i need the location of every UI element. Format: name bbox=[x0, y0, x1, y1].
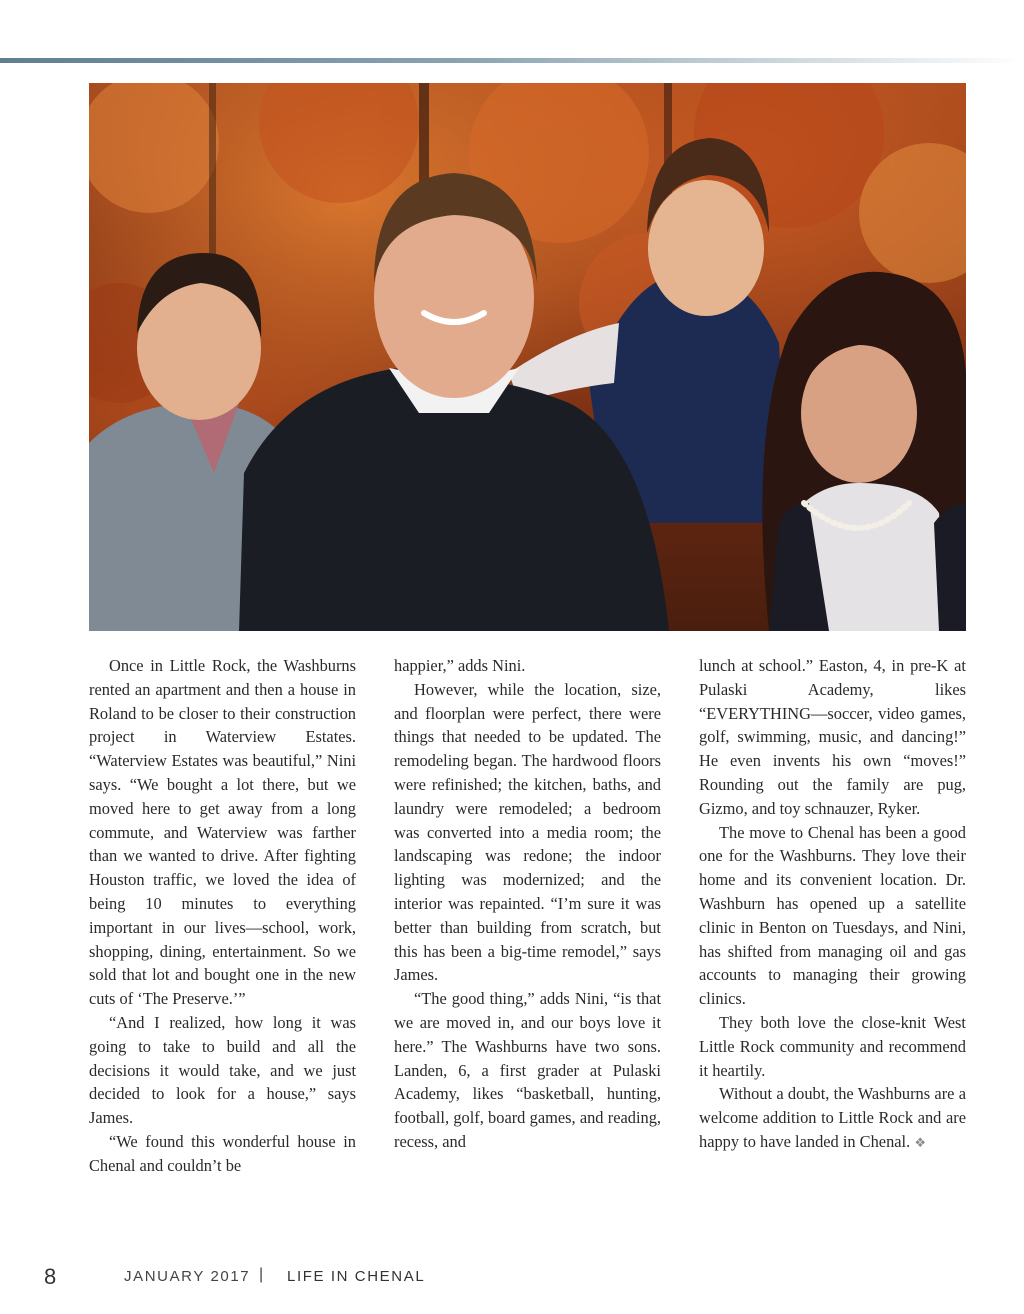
article-column-2 bbox=[394, 654, 661, 1154]
paragraph: lunch at school.” Easton, 4, in pre-K at Pulaski Academy, likes “EVERYTHING—soccer, video games, golf, swimming, music, and dancing!” He even invents his own “moves!” Rounding out the family are pug, Gizmo, and toy schnauzer, Ryker. bbox=[699, 656, 966, 818]
footer-separator: | bbox=[259, 1266, 264, 1283]
family-photo bbox=[89, 83, 966, 631]
paragraph: “And I realized, how long it was going to take to build and all the decisions it would take, and we just decided to look for a house,” says James. bbox=[89, 1012, 356, 1128]
paragraph: “We found this wonderful house in Chenal and couldn’t be bbox=[89, 1131, 356, 1175]
paragraph-text: Without a doubt, the Washburns are a welcome addition to Little Rock and are happy to have landed in Chenal. bbox=[699, 1084, 966, 1151]
issue-date: JANUARY 2017 bbox=[124, 1268, 251, 1285]
paragraph: happier,” adds Nini. bbox=[394, 656, 526, 675]
article-column-1 bbox=[89, 654, 356, 1178]
paragraph-last bbox=[699, 1082, 966, 1154]
top-accent-rule bbox=[0, 58, 1024, 63]
page-number: 8 bbox=[44, 1264, 57, 1289]
publication-name: LIFE IN CHENAL bbox=[287, 1268, 426, 1285]
paragraph: Once in Little Rock, the Washburns rented an apartment and then a house in Roland to be closer to their construction project in Waterview Estates. “Waterview Estates was beautiful,” Nini says. “We bought a lot there, but we moved here to get away from a long commute, and Waterview was farther than we wanted to drive. After fighting Houston traffic, we loved the idea of being 10 minutes to everything important in our lives—school, work, shopping, dining, entertainment. So we sold that lot and bought one in the new cuts of ‘The Preserve.’” bbox=[89, 656, 356, 1009]
paragraph: However, while the location, size, and floorplan were perfect, there were things that needed to be updated. The remodeling began. The hardwood floors were refinished; the kitchen, baths, and laundry were remodeled; a bedroom was converted into a media room; the landscaping was redone; the indoor lighting was modernized; and the interior was repainted. “I’m sure it was better than building from scratch, but this has been a big-time remodel,” says James. bbox=[394, 679, 661, 985]
paragraph: “The good thing,” adds Nini, “is that we are moved in, and our boys love it here.” The Washburns have two sons. Landen, 6, a first grader at Pulaski Academy, likes “basketball, hunting, football, golf, board games, and reading, recess, and bbox=[394, 989, 661, 1151]
paragraph: The move to Chenal has been a good one for the Washburns. They love their home and its convenient location. Dr. Washburn has opened up a satellite clinic in Benton on Tuesdays, and Nini, has shifted from managing oil and gas accounts to managing their growing clinics. bbox=[699, 822, 966, 1009]
page-footer bbox=[0, 1264, 1024, 1294]
end-mark-icon: ❖ bbox=[914, 1134, 926, 1150]
paragraph: They both love the close-knit West Little Rock community and recommend it heartily. bbox=[699, 1012, 966, 1080]
family-photo-illustration bbox=[89, 83, 966, 631]
article-column-3 bbox=[699, 654, 966, 1155]
